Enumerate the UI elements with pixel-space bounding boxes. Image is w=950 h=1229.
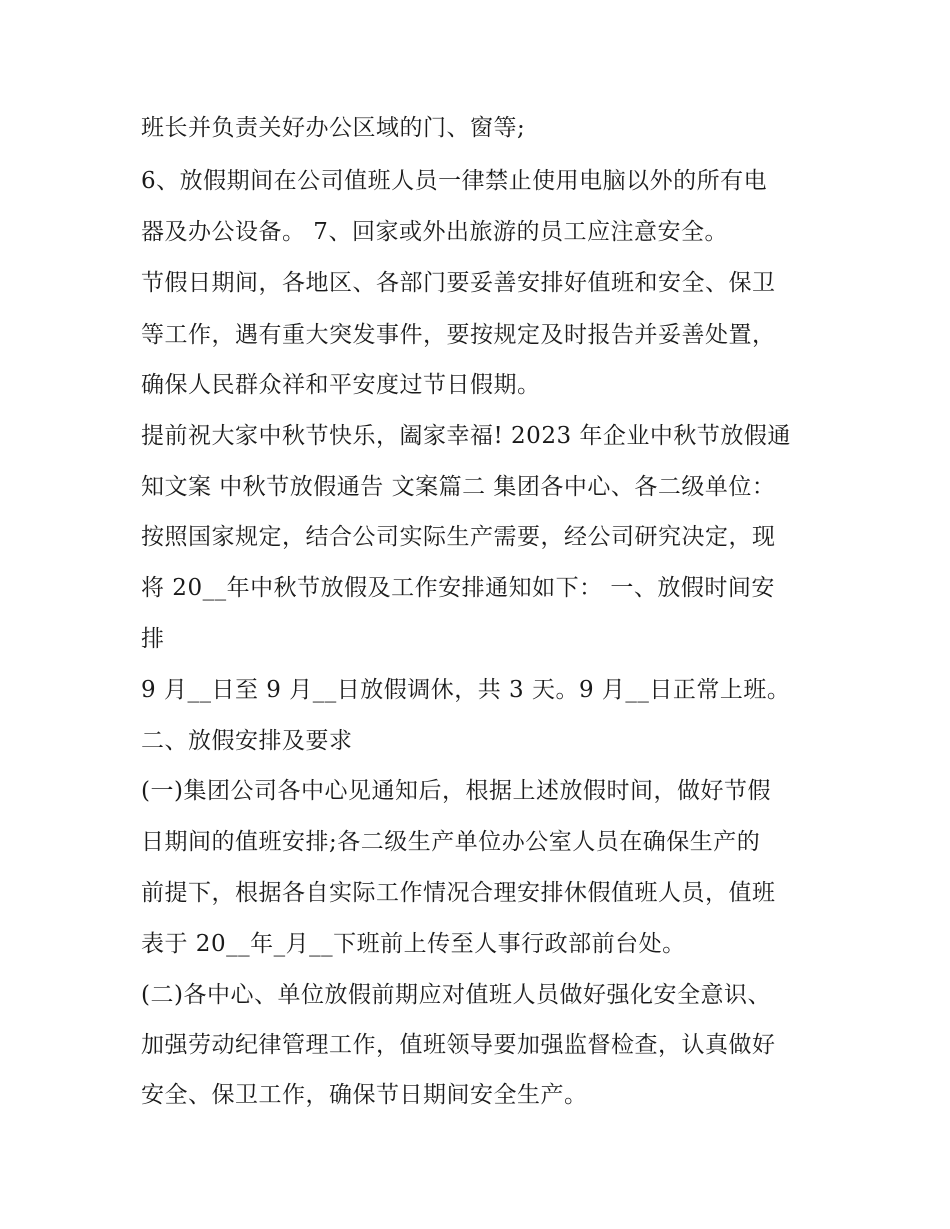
text-line: 安全、保卫工作，确保节日期间安全生产。: [141, 1082, 588, 1108]
text-line: 排: [141, 626, 165, 652]
text-line: 二、放假安排及要求: [141, 728, 353, 754]
text-line: (二)各中心、单位放假前期应对值班人员做好强化安全意识、: [141, 982, 771, 1008]
text-line: 9 月__日至 9 月__日放假调休，共 3 天。9 月__日正常上班。: [141, 677, 791, 703]
text-line: 知文案 中秋节放假通告 文案篇二 集团各中心、各二级单位：: [141, 474, 776, 500]
text-line: 等工作，遇有重大突发事件，要按规定及时报告并妥善处置，: [141, 322, 776, 348]
text-line: 加强劳动纪律管理工作，值班领导要加强监督检查，认真做好: [141, 1032, 776, 1058]
text-line: 日期间的值班安排;各二级生产单位办公室人员在确保生产的: [141, 829, 761, 855]
text-line: 班长并负责关好办公区域的门、窗等;: [141, 115, 526, 141]
text-line: 确保人民群众祥和平安度过节日假期。: [141, 372, 541, 398]
text-line: 按照国家规定，结合公司实际生产需要，经公司研究决定，现: [141, 524, 776, 550]
text-line: 节假日期间，各地区、各部门要妥善安排好值班和安全、保卫: [141, 270, 776, 296]
text-line: 器及办公设备。 7、回家或外出旅游的员工应注意安全。: [141, 219, 728, 245]
text-line: 将 20__年中秋节放假及工作安排通知如下： 一、放假时间安: [141, 575, 775, 601]
text-line: (一)集团公司各中心见通知后，根据上述放假时间，做好节假: [141, 778, 771, 804]
text-line: 提前祝大家中秋节快乐，阖家幸福! 2023 年企业中秋节放假通: [141, 423, 791, 449]
text-line: 表于 20__年_月__下班前上传至人事行政部前台处。: [141, 931, 686, 957]
text-line: 前提下，根据各自实际工作情况合理安排休假值班人员，值班: [141, 880, 776, 906]
text-line: 6、放假期间在公司值班人员一律禁止使用电脑以外的所有电: [141, 168, 768, 194]
